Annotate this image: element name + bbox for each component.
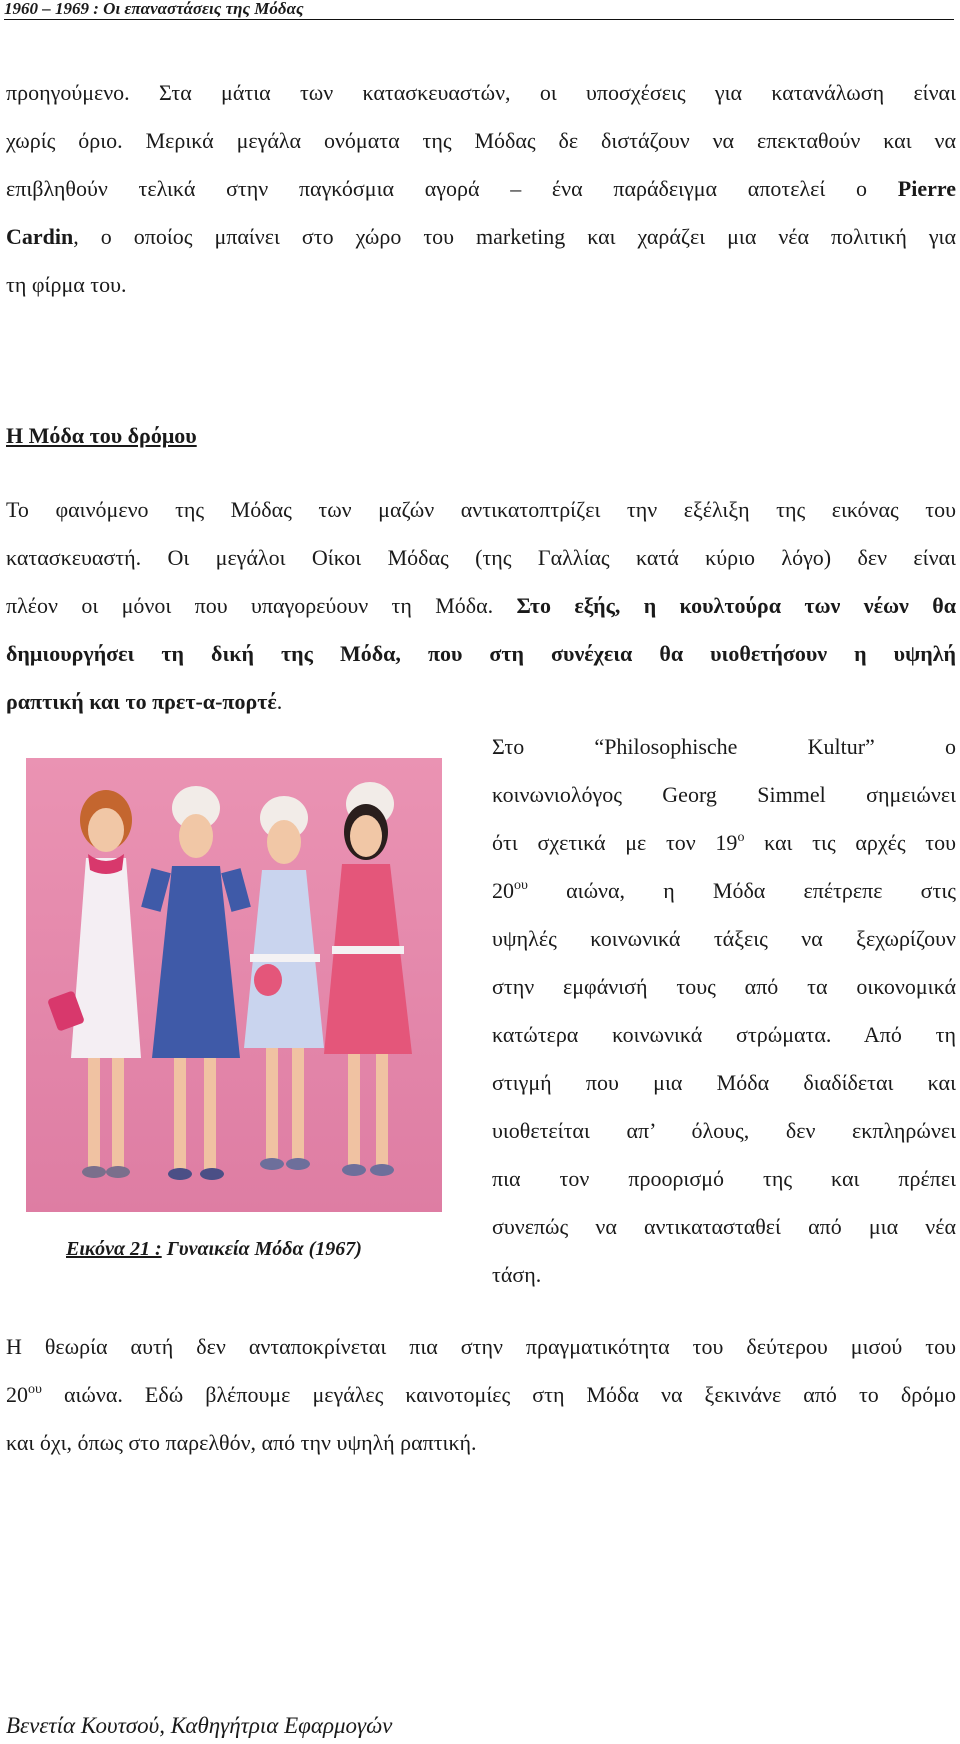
section-line-2: κατασκευαστή. Οι μεγάλοι Οίκοι Μόδας (της Γαλλίας κατά κύριο λόγο) δεν είναι [6,545,956,570]
right-col-line-7: κατώτερα κοινωνικά στρώματα. Από τη [492,1022,956,1047]
right-col-sup-ou: ου [514,878,528,893]
section-line-1: Το φαινόμενο της Μόδας των μαζών αντικατοπτρίζει την εξέλιξη της εικόνας του [6,497,956,522]
intro-line-3-text: επιβληθούν τελικά στην παγκόσμια αγορά – ένα παράδειγμα αποτελεί ο [6,176,868,201]
fashion-photo [26,758,442,1212]
section-line-3 [6,593,956,619]
designer-name-last: Cardin [6,224,74,249]
footer-author: Βενετία Κουτσού, Καθηγήτρια Εφαρμογών [6,1713,393,1738]
intro-line-4 [6,224,956,250]
fashion-photo-illustration [26,758,442,1212]
section-bold-end: ραπτική και το πρετ-α-πορτέ [6,689,277,714]
intro-line-4-text: , ο οποίος μπαίνει στο χώρο του marketing και χαράζει μια νέα πολιτική για [73,224,956,249]
intro-line-3 [6,176,956,202]
closing-num: 20 [6,1382,28,1407]
section-bold-line-3 [6,689,282,715]
section-period: . [276,689,283,714]
figure-caption [66,1238,362,1261]
right-col-line-3 [492,830,956,856]
right-col-line-3b: και τις αρχές του [764,830,957,855]
intro-line-5: τη φίρμα του. [6,272,127,297]
closing-line-2 [6,1382,956,1408]
right-col-line-8: στιγμή που μια Μόδα διαδίδεται και [492,1070,956,1095]
right-col-line-9: υιοθετείται απ’ όλους, δεν εκπληρώνει [492,1118,956,1143]
right-col-line-4-num: 20 [492,878,514,903]
figure-caption-label: Εικόνα 21 : [66,1238,162,1260]
section-line-3-text: πλέον οι μόνοι που υπαγορεύουν τη Μόδα. [6,593,494,618]
closing-sup: ου [28,1382,42,1397]
right-col-line-4-text: αιώνα, η Μόδα επέτρεπε στις [566,878,957,903]
right-col-line-2: κοινωνιολόγος Georg Simmel σημειώνει [492,782,956,807]
right-col-line-4 [492,878,956,904]
designer-name-first: Pierre [897,176,957,201]
right-col-line-11: συνεπώς να αντικατασταθεί από μια νέα [492,1214,956,1239]
section-heading: Η Μόδα του δρόμου [6,423,197,448]
right-col-line-3a: ότι σχετικά με τον 19 [492,830,738,855]
closing-line-2-text: αιώνα. Εδώ βλέπουμε μεγάλες καινοτομίες στη Μόδα να ξεκινάνε από το δρόμο [41,1382,956,1407]
intro-line-2: χωρίς όριο. Μερικά μεγάλα ονόματα της Μόδας δε διστάζουν να επεκταθούν και να [6,128,956,153]
right-col-line-12: τάση. [492,1262,542,1287]
figure-caption-text: Γυναικεία Μόδα (1967) [166,1238,362,1260]
running-header: 1960 – 1969 : Οι επαναστάσεις της Μόδας [4,0,954,20]
right-col-line-10: πια τον προορισμό της και πρέπει [492,1166,956,1191]
right-col-sup-o: ο [737,830,745,845]
right-col-line-6: στην εμφάνισή τους από τα οικονομικά [492,974,956,999]
right-col-line-1: Στο “Philosophische Kultur” ο [492,734,956,759]
section-bold-line-2: δημιουργήσει τη δική της Μόδα, που στη συνέχεια θα υιοθετήσουν η υψηλή [6,641,956,666]
section-bold-start: Στο εξής, η κουλτούρα των νέων θα [516,593,956,618]
right-col-line-5: υψηλές κοινωνικά τάξεις να ξεχωρίζουν [492,926,956,951]
intro-line-1: προηγούμενο. Στα μάτια των κατασκευαστών, οι υποσχέσεις για κατανάλωση είναι [6,80,956,105]
closing-line-3: και όχι, όπως στο παρελθόν, από την υψηλή ραπτική. [6,1430,477,1455]
closing-line-1: Η θεωρία αυτή δεν ανταποκρίνεται πια στην πραγματικότητα του δεύτερου μισού του [6,1334,956,1359]
